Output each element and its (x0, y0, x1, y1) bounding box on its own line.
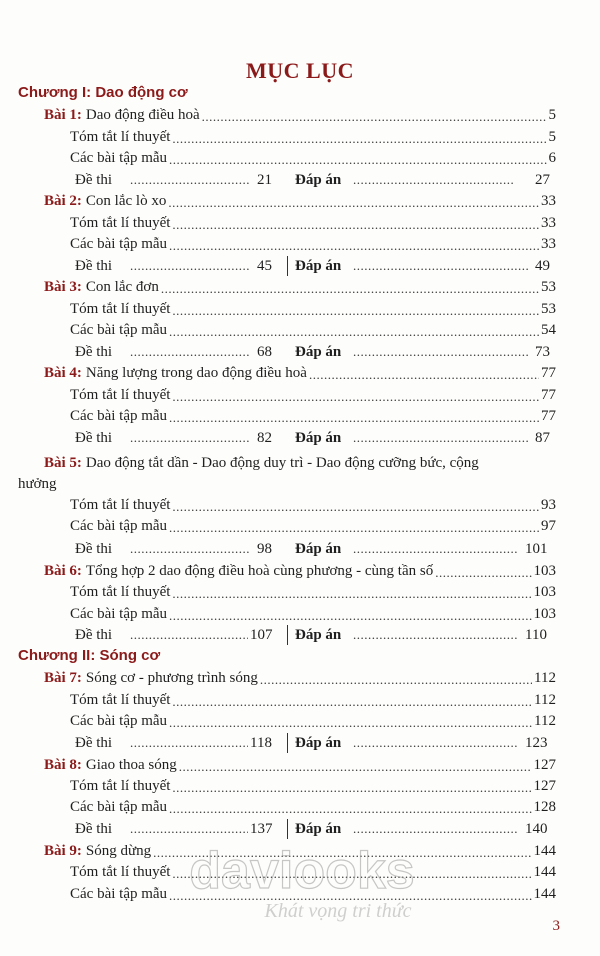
lesson-label: Bài 9: (44, 843, 82, 859)
answer-label: Đáp án (295, 821, 342, 837)
lesson-title: Dao động điều hoà (85, 107, 200, 123)
examples-title: Các bài tập mẫu (70, 408, 168, 424)
page-ref: 112 (534, 670, 556, 686)
exam-page: 137 (250, 821, 273, 837)
dot-leader (353, 258, 528, 274)
dot-leader (130, 430, 250, 446)
answer-page: 101 (525, 541, 548, 557)
exam-page: 82 (257, 430, 272, 446)
toc-entry-summary[interactable] (70, 582, 556, 602)
page-ref: 54 (541, 322, 556, 338)
dot-leader (169, 238, 539, 254)
page-ref: 33 (541, 236, 556, 252)
exam-label: Đề thi (75, 344, 113, 360)
exam-label: Đề thi (75, 430, 113, 446)
dot-leader (169, 410, 539, 426)
summary-title: Tóm tắt lí thuyết (70, 584, 171, 600)
answer-label: Đáp án (295, 541, 342, 557)
dot-leader (172, 694, 532, 710)
toc-entry-exam[interactable] (75, 539, 555, 559)
dot-leader (161, 281, 539, 297)
dot-leader (130, 735, 248, 751)
answer-page: 73 (535, 344, 550, 360)
page-ref: 144 (533, 864, 556, 880)
dot-leader (169, 801, 531, 817)
summary-title: Tóm tắt lí thuyết (70, 497, 171, 513)
answer-label: Đáp án (295, 172, 342, 188)
chapter-2-title[interactable]: Chương II: Sóng cơ (18, 647, 161, 664)
dot-leader (169, 715, 532, 731)
answer-label: Đáp án (295, 627, 342, 643)
dot-leader (172, 586, 531, 602)
dot-leader (202, 109, 547, 125)
toc-entry-examples[interactable] (70, 320, 556, 340)
dot-leader (179, 759, 532, 775)
examples-title: Các bài tập mẫu (70, 518, 168, 534)
toc-entry-exam[interactable] (75, 819, 555, 839)
page-number: 3 (552, 918, 560, 934)
lesson-label: Bài 2: (44, 193, 82, 209)
watermark-tagline: Khát vọng tri thức (264, 900, 412, 922)
summary-title: Tóm tắt lí thuyết (70, 864, 171, 880)
answer-page: 87 (535, 430, 550, 446)
answer-page: 110 (525, 627, 547, 643)
dot-leader (169, 888, 531, 904)
toc-entry-bai-7[interactable] (44, 668, 556, 688)
page-ref: 112 (534, 692, 556, 708)
dot-leader (353, 172, 513, 188)
separator (287, 256, 288, 276)
dot-leader (353, 735, 518, 751)
answer-page: 49 (535, 258, 550, 274)
summary-title: Tóm tắt lí thuyết (70, 129, 171, 145)
exam-page: 21 (257, 172, 272, 188)
toc-entry-summary[interactable] (70, 385, 556, 405)
toc-entry-bai-5[interactable] (44, 453, 564, 473)
dot-leader (172, 780, 531, 796)
page-title: MỤC LỤC (246, 58, 354, 83)
toc-entry-summary[interactable] (70, 690, 556, 710)
dot-leader (130, 258, 250, 274)
summary-title: Tóm tắt lí thuyết (70, 778, 171, 794)
answer-label: Đáp án (295, 735, 342, 751)
toc-entry-bai-9[interactable] (44, 841, 556, 861)
toc-entry-exam[interactable] (75, 256, 555, 276)
answer-label: Đáp án (295, 344, 342, 360)
exam-label: Đề thi (75, 258, 113, 274)
toc-entry-examples[interactable] (70, 884, 556, 904)
toc-entry-bai-2[interactable] (44, 191, 556, 211)
toc-entry-bai-1[interactable] (44, 105, 556, 125)
toc-entry-exam[interactable] (75, 733, 555, 753)
lesson-title: Năng lượng trong dao động điều hoà (85, 365, 307, 381)
lesson-title: Giao thoa sóng (85, 757, 177, 773)
dot-leader (130, 344, 250, 360)
lesson-title: Sóng dừng (85, 843, 152, 859)
watermark-brand: daviooks (189, 842, 415, 900)
page-ref: 127 (533, 757, 556, 773)
lesson-label: Bài 7: (44, 670, 82, 686)
page-ref: 77 (541, 365, 556, 381)
dot-leader (172, 866, 531, 882)
exam-label: Đề thi (75, 172, 113, 188)
exam-page: 107 (250, 627, 273, 643)
answer-label: Đáp án (295, 258, 342, 274)
toc-entry-summary[interactable] (70, 299, 556, 319)
exam-page: 68 (257, 344, 272, 360)
page-ref: 103 (533, 563, 556, 579)
dot-leader (353, 627, 518, 643)
examples-title: Các bài tập mẫu (70, 799, 168, 815)
examples-title: Các bài tập mẫu (70, 236, 168, 252)
exam-page: 98 (257, 541, 272, 557)
dot-leader (353, 344, 528, 360)
examples-title: Các bài tập mẫu (70, 606, 168, 622)
page-ref: 5 (548, 129, 556, 145)
summary-title: Tóm tắt lí thuyết (70, 301, 171, 317)
exam-label: Đề thi (75, 821, 113, 837)
summary-title: Tóm tắt lí thuyết (70, 692, 171, 708)
summary-title: Tóm tắt lí thuyết (70, 387, 171, 403)
lesson-label: Bài 5: (44, 455, 82, 471)
toc-entry-summary[interactable] (70, 495, 556, 515)
page-ref: 144 (533, 886, 556, 902)
dot-leader (130, 541, 250, 557)
dot-leader (309, 367, 539, 383)
page-ref: 93 (541, 497, 556, 513)
dot-leader (172, 499, 539, 515)
toc-entry-bai-6[interactable] (44, 561, 556, 581)
dot-leader (169, 324, 539, 340)
page-ref: 33 (541, 215, 556, 231)
lesson-title-continuation: hưởng (18, 476, 57, 492)
page-ref: 53 (541, 301, 556, 317)
dot-leader (435, 565, 531, 581)
lesson-title: Sóng cơ - phương trình sóng (85, 670, 258, 686)
dot-leader (168, 195, 539, 211)
page-ref: 6 (548, 150, 556, 166)
dot-leader (172, 389, 539, 405)
lesson-label: Bài 6: (44, 563, 82, 579)
lesson-label: Bài 3: (44, 279, 82, 295)
answer-page: 123 (525, 735, 548, 751)
page-ref: 77 (541, 387, 556, 403)
toc-entry-examples[interactable] (70, 604, 556, 624)
toc-entry-examples[interactable] (70, 516, 556, 536)
lesson-title: Con lắc đơn (85, 279, 159, 295)
dot-leader (169, 152, 546, 168)
page-ref: 5 (548, 107, 556, 123)
page-ref: 33 (541, 193, 556, 209)
dot-leader (172, 303, 539, 319)
toc-entry-summary[interactable] (70, 862, 556, 882)
answer-label: Đáp án (295, 430, 342, 446)
dot-leader (130, 172, 250, 188)
toc-entry-bai-3[interactable] (44, 277, 556, 297)
lesson-title: Con lắc lò xo (85, 193, 167, 209)
dot-leader (172, 217, 539, 233)
lesson-label: Bài 1: (44, 107, 82, 123)
toc-entry-exam[interactable] (75, 428, 555, 448)
toc-entry-examples[interactable] (70, 148, 556, 168)
separator (287, 625, 288, 645)
page-ref: 128 (533, 799, 556, 815)
separator (287, 819, 288, 839)
dot-leader (130, 627, 248, 643)
dot-leader (353, 541, 518, 557)
toc-entry-exam[interactable] (75, 625, 555, 645)
examples-title: Các bài tập mẫu (70, 150, 168, 166)
chapter-1-title[interactable]: Chương I: Dao động cơ (18, 84, 188, 101)
page-ref: 144 (533, 843, 556, 859)
toc-entry-examples[interactable] (70, 797, 556, 817)
dot-leader (353, 821, 518, 837)
page-ref: 103 (533, 584, 556, 600)
toc-entry-examples[interactable] (70, 406, 556, 426)
lesson-title: Dao động tắt dần - Dao động duy trì - Dao động cưỡng bức, cộng (85, 455, 479, 471)
page-ref: 77 (541, 408, 556, 424)
toc-entry-exam[interactable] (75, 342, 555, 362)
toc-entry-summary[interactable] (70, 213, 556, 233)
answer-page: 27 (535, 172, 550, 188)
toc-entry-bai-4[interactable] (44, 363, 556, 383)
examples-title: Các bài tập mẫu (70, 886, 168, 902)
toc-entry-exam[interactable] (75, 170, 555, 190)
page-ref: 97 (541, 518, 556, 534)
page-ref: 103 (533, 606, 556, 622)
exam-page: 45 (257, 258, 272, 274)
dot-leader (130, 821, 248, 837)
separator (287, 733, 288, 753)
lesson-title: Tổng hợp 2 dao động điều hoà cùng phương - cùng tần số (85, 563, 434, 579)
page-ref: 127 (533, 778, 556, 794)
page-ref: 53 (541, 279, 556, 295)
summary-title: Tóm tắt lí thuyết (70, 215, 171, 231)
exam-label: Đề thi (75, 541, 113, 557)
dot-leader (172, 131, 546, 147)
lesson-label: Bài 8: (44, 757, 82, 773)
dot-leader (169, 520, 539, 536)
examples-title: Các bài tập mẫu (70, 713, 168, 729)
dot-leader (353, 430, 528, 446)
dot-leader (260, 672, 532, 688)
examples-title: Các bài tập mẫu (70, 322, 168, 338)
toc-entry-summary[interactable] (70, 127, 556, 147)
answer-page: 140 (525, 821, 548, 837)
exam-page: 118 (250, 735, 272, 751)
toc-entry-examples[interactable] (70, 711, 556, 731)
toc-entry-bai-8[interactable] (44, 755, 556, 775)
toc-entry-summary[interactable] (70, 776, 556, 796)
exam-label: Đề thi (75, 735, 113, 751)
exam-label: Đề thi (75, 627, 113, 643)
page-ref: 112 (534, 713, 556, 729)
dot-leader (153, 845, 531, 861)
toc-entry-examples[interactable] (70, 234, 556, 254)
dot-leader (169, 608, 531, 624)
lesson-label: Bài 4: (44, 365, 82, 381)
